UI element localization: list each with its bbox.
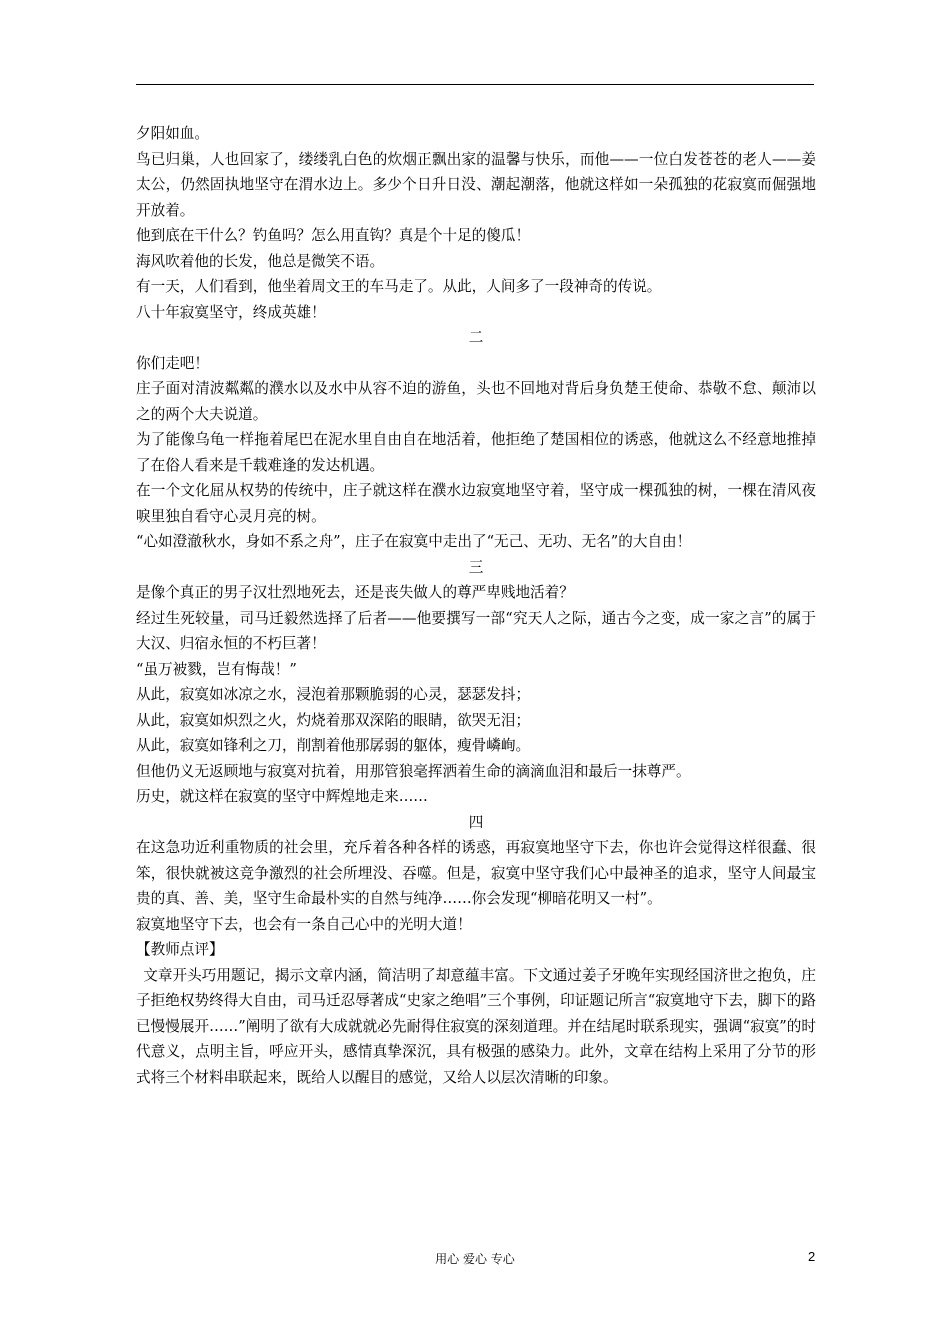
paragraph: 经过生死较量，司马迁毅然选择了后者——他要撰写一部“究天人之际，通古今之变，成一家之言”的属于大汉、归宿永恒的不朽巨著！ bbox=[136, 609, 816, 652]
paragraph: 从此，寂寞如炽烈之火，灼烧着那双深陷的眼睛，欲哭无泪； bbox=[136, 711, 531, 729]
header-rule bbox=[136, 84, 814, 85]
section-number: 二 bbox=[468, 329, 484, 346]
paragraph: 夕阳如血。 bbox=[136, 125, 209, 142]
paragraph: “虽万被戮，岂有悔哉！” bbox=[136, 660, 297, 678]
paragraph: 从此，寂寞如冰凉之水，浸泡着那颗脆弱的心灵，瑟瑟发抖； bbox=[136, 686, 531, 703]
footer-motto: 用心 爱心 专心 bbox=[435, 1252, 515, 1266]
section-number: 四 bbox=[468, 813, 484, 831]
paragraph: 【教师点评】 bbox=[136, 941, 224, 958]
paragraph: “心如澄澈秋水，身如不系之舟”，庄子在寂寞中走出了“无己、无功、无名”的大自由！ bbox=[136, 533, 692, 550]
paragraph: 从此，寂寞如锋利之刀，削割着他那孱弱的躯体，瘦骨嶙峋。 bbox=[136, 737, 531, 754]
paragraph: 庄子面对清波粼粼的濮水以及水中从容不迫的游鱼，头也不回地对背后身负楚王使命、恭敬不怠、颠沛以之的两个大夫说道。 bbox=[136, 380, 816, 423]
paragraph: 但他仍义无返顾地与寂寞对抗着，用那管狼毫挥洒着生命的滴滴血泪和最后一抹尊严。 bbox=[136, 762, 691, 780]
paragraph: 寂寞地坚守下去，也会有一条自己心中的光明大道！ bbox=[136, 915, 472, 933]
paragraph: 他到底在干什么？钓鱼吗？怎么用直钩？真是个十足的傻瓜！ bbox=[136, 227, 531, 244]
paragraph: 为了能像乌龟一样拖着尾巴在泥水里自由自在地活着，他拒绝了楚国相位的诱惑，他就这么不经意地推掉了在俗人看来是千载难逢的发达机遇。 bbox=[136, 431, 816, 474]
paragraph: 你们走吧！ bbox=[136, 354, 209, 372]
paragraph: 有一天，人们看到，他坐着周文王的车马走了。从此，人间多了一段神奇的传说。 bbox=[136, 278, 662, 295]
paragraph: 海风吹着他的长发，他总是微笑不语。 bbox=[136, 252, 385, 270]
paragraph: 在一个文化屈从权势的传统中，庄子就这样在濮水边寂寞地坚守着，坚守成一棵孤独的树，一棵在清风夜唳里独自看守心灵月亮的树。 bbox=[136, 482, 816, 525]
page-number: 2 bbox=[808, 1249, 816, 1264]
paragraph: 是像个真正的男子汉壮烈地死去，还是丧失做人的尊严卑贱地活着？ bbox=[136, 584, 574, 601]
document-body bbox=[136, 121, 816, 1090]
paragraph: 八十年寂寞坚守，终成英雄！ bbox=[136, 303, 326, 321]
paragraph: 在这急功近利重物质的社会里，充斥着各种各样的诱惑，再寂寞地坚守下去，你也许会觉得这样很蠢、很笨，很快就被这竞争激烈的社会所埋没、吞噬。但是，寂寞中坚守我们心中最神圣的追求，坚守人间最宝贵的真、善、美，坚守生命最朴实的自然与纯净……你会发现“柳暗花明又一村”。 bbox=[136, 839, 816, 907]
paragraph: 鸟已归巢，人也回家了，缕缕乳白色的炊烟正飘出家的温馨与快乐，而他——一位白发苍苍的老人——姜太公，仍然固执地坚守在渭水边上。多少个日升日没、潮起潮落，他就这样如一朵孤独的花寂寞而倔强地开放着。 bbox=[136, 150, 816, 219]
section-number: 三 bbox=[468, 558, 484, 576]
paragraph: 文章开头巧用题记，揭示文章内涵，简洁明了却意蕴丰富。下文通过姜子牙晚年实现经国济世之抱负，庄子拒绝权势终得大自由，司马迁忍辱著成“史家之绝唱”三个事例，印证题记所言“寂寞地守下去，脚下的路已慢慢展开……”阐明了欲有大成就就必先耐得住寂寞的深刻道理。并在结尾时联系现实，强调“寂寞”的时代意义，点明主旨，呼应开头，感情真挚深沉，具有极强的感染力。此外，文章在结构上采用了分节的形式将三个材料串联起来，既给人以醒目的感觉，又给人以层次清晰的印象。 bbox=[136, 966, 816, 1086]
paragraph: 历史，就这样在寂寞的坚守中辉煌地走来…… bbox=[136, 788, 428, 805]
